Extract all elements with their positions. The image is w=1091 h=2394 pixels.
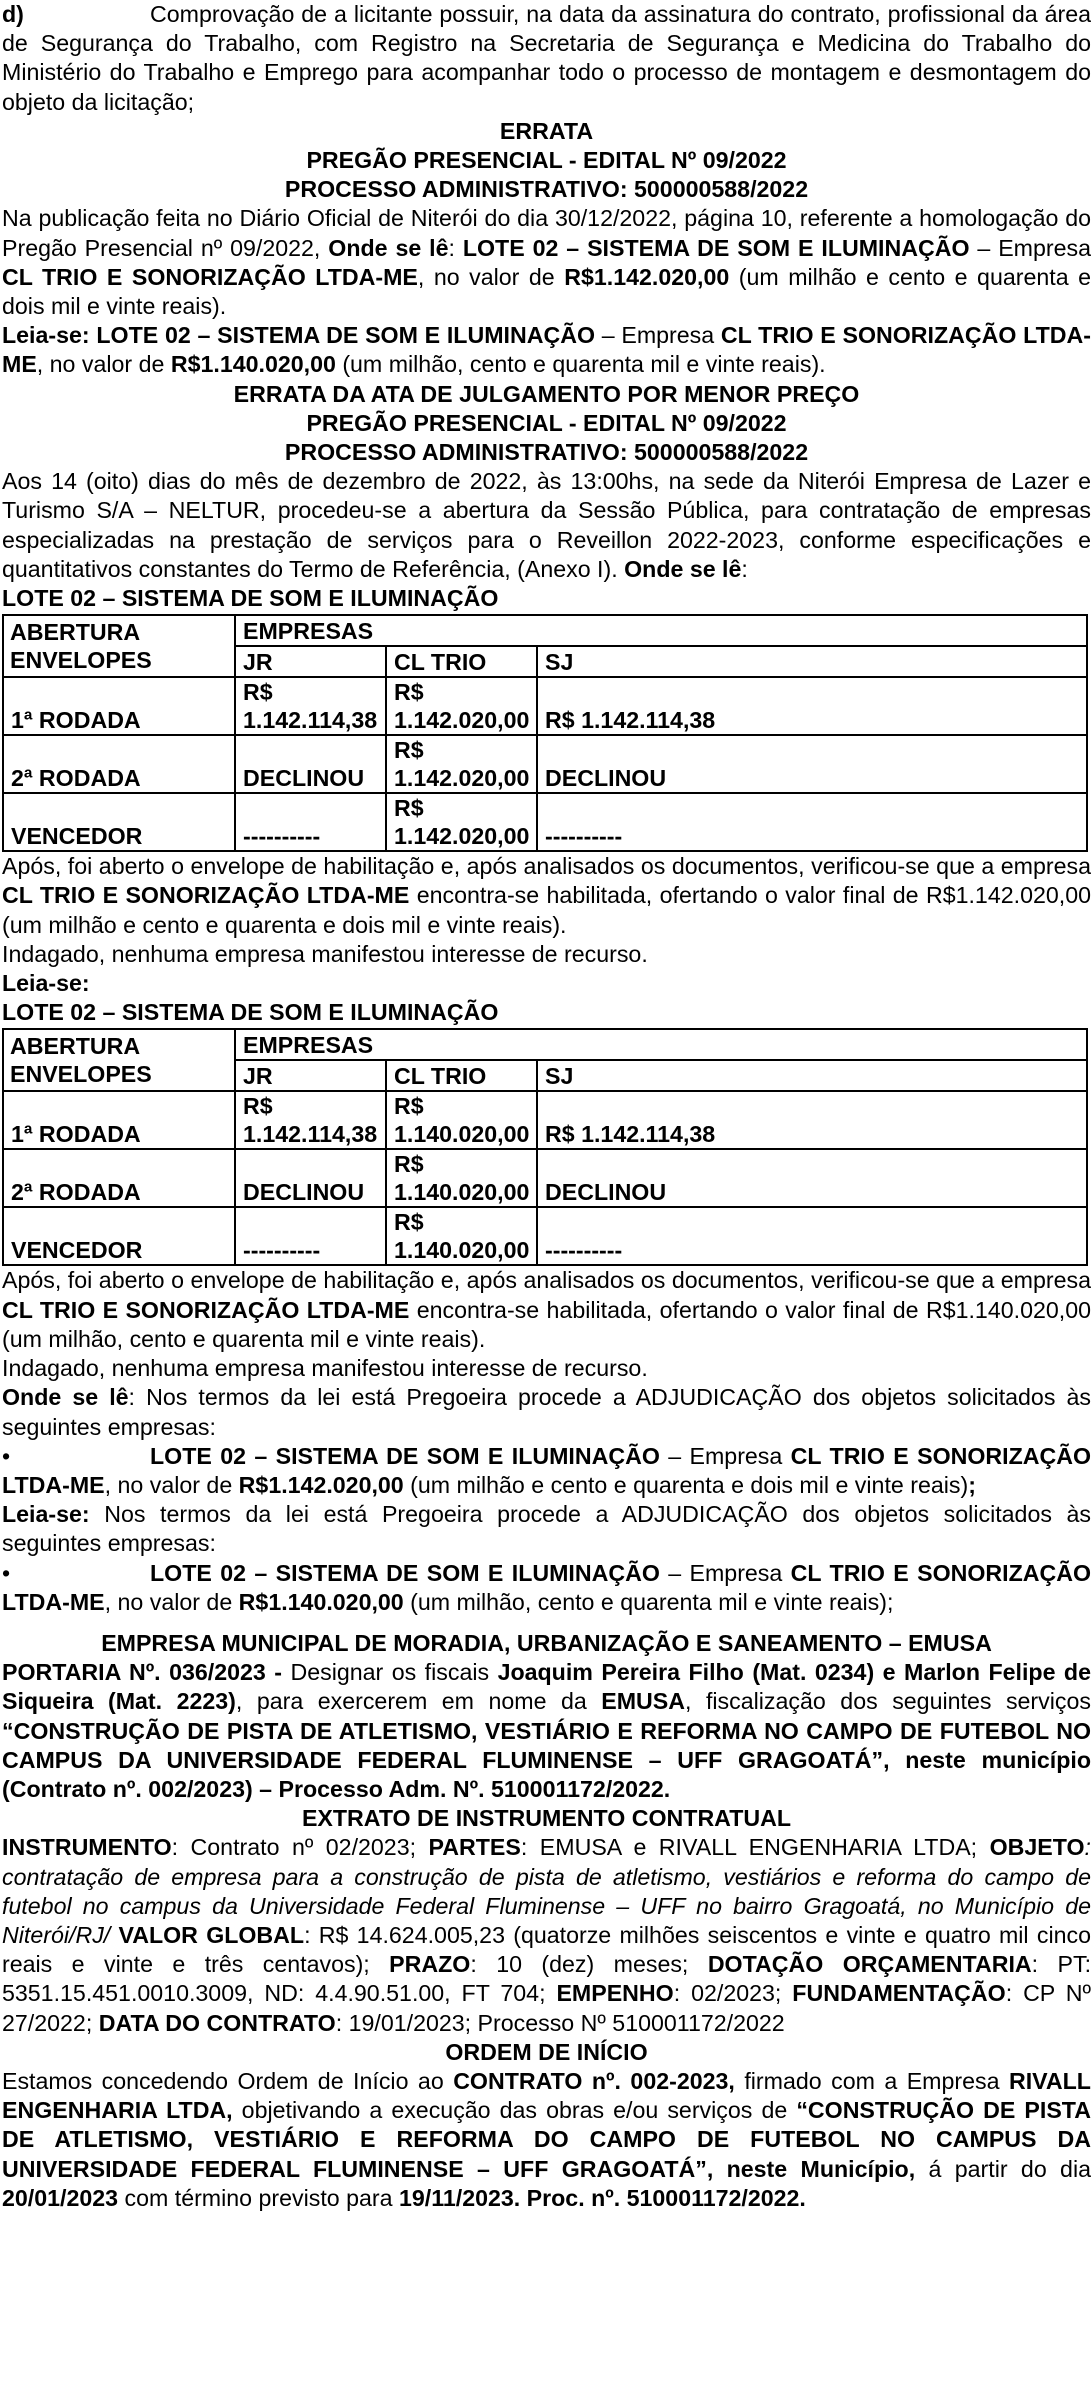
semicolon: ; [968, 1471, 976, 1498]
abertura-header: ABERTURA ENVELOPES [3, 615, 235, 677]
ata-paragraph [2, 467, 1091, 584]
table-cell: R$ 1.142.020,00 [386, 677, 537, 735]
valor-de-text: , no valor de [104, 1588, 239, 1615]
valor-de-text: , no valor de [104, 1471, 239, 1498]
emusa-heading: EMPRESA MUNICIPAL DE MORADIA, URBANIZAÇÃO E SANEAMENTO – EMUSA [101, 1629, 992, 1656]
processo-heading: PROCESSO ADMINISTRATIVO: 500000588/2022 [284, 439, 809, 466]
colon: : [741, 555, 748, 582]
value-new-words: (um milhão, cento e quarenta mil e vinte reais); [403, 1588, 894, 1615]
bullet-icon: • [2, 1559, 11, 1586]
col-header: SJ [537, 646, 1087, 677]
fiscais-names: Joaquim Pereira Filho (Mat. 0234) e Marlon Felipe de Siqueira (Mat. 2223) [2, 1659, 1091, 1715]
row-label: VENCEDOR [3, 1207, 235, 1265]
bullet-icon: • [2, 1442, 11, 1469]
leia-se-label: Leia-se: [2, 1501, 90, 1528]
company-name: CL TRIO E SONORIZAÇÃO LTDA-ME [2, 882, 410, 909]
col-header: SJ [537, 1060, 1087, 1091]
fundamentacao-value: : CP Nº 27/2022; [2, 1980, 1091, 2036]
data-contrato-label: DATA DO CONTRATO [98, 2009, 336, 2036]
table-cell: ---------- [235, 793, 386, 851]
row-label: 2ª RODADA [3, 735, 235, 793]
ordem-heading: ORDEM DE INÍCIO [445, 2038, 648, 2065]
para-text: , para exercerem em nome da [235, 1688, 602, 1715]
adjudicacao-paragraph [2, 1383, 1091, 1441]
value-old: R$1.142.020,00 [564, 263, 730, 290]
abertura-header: ABERTURA ENVELOPES [3, 1029, 235, 1091]
leia-se-heading [2, 969, 1091, 998]
table-row [3, 793, 1087, 851]
table-cell: ---------- [235, 1207, 386, 1265]
habilitacao-paragraph [2, 852, 1091, 940]
table-cell: R$ 1.142.020,00 [386, 735, 537, 793]
value-new: R$1.140.020,00 [170, 351, 336, 378]
company-name: CL TRIO E SONORIZAÇÃO LTDA-ME [2, 1559, 1091, 1615]
valor-de-text: , no valor de [36, 351, 171, 378]
empenho-value: : 02/2023; [673, 1980, 793, 2007]
extrato-heading: EXTRATO DE INSTRUMENTO CONTRATUAL [301, 1805, 792, 1832]
data-contrato-value: : 19/01/2023; Processo Nº 510001172/2022 [335, 2009, 785, 2036]
adjudicacao-text: : Nos termos da lei está Pregoeira procede a ADJUDICAÇÃO dos objetos solicitados às seguintes empresas: [2, 1384, 1091, 1440]
table-cell: DECLINOU [537, 735, 1087, 793]
table-row [3, 1149, 1087, 1207]
habilitacao-text: Após, foi aberto o envelope de habilitação e, após analisados os documentos, verificou-se que a empresa [2, 1267, 1091, 1294]
designar-text: Designar os fiscais [282, 1659, 498, 1686]
table-cell: DECLINOU [235, 1149, 386, 1207]
results-table-new [2, 1028, 1088, 1266]
indagado-text: Indagado, nenhuma empresa manifestou interesse de recurso. [2, 1355, 648, 1382]
empresas-header: EMPRESAS [235, 615, 1087, 646]
table-cell: R$ 1.142.114,38 [235, 677, 386, 735]
errata-ata-heading: ERRATA DA ATA DE JULGAMENTO POR MENOR PREÇO [233, 380, 860, 407]
processo-heading: PROCESSO ADMINISTRATIVO: 500000588/2022 [284, 176, 809, 203]
row-label: 1ª RODADA [3, 677, 235, 735]
lote-heading-text: LOTE 02 – SISTEMA DE SOM E ILUMINAÇÃO [2, 585, 499, 612]
valor-de-text: , no valor de [417, 263, 565, 290]
company-name: RIVALL ENGENHARIA LTDA, [2, 2067, 1091, 2124]
fiscalizacao-text: , fiscalização dos seguintes serviços [685, 1688, 1091, 1715]
table-row [3, 735, 1087, 793]
colon: : [448, 234, 463, 261]
table-cell: R$ 1.140.020,00 [386, 1091, 537, 1149]
dotacao-value: : PT: 5351.15.451.0010.3009, ND: 4.4.90.51.00, FT 704; [2, 1951, 1091, 2007]
onde-se-le-label: Onde se lê [328, 234, 449, 261]
value-old: R$1.142.020,00 [238, 1471, 404, 1498]
leia-se-label: Leia-se: [2, 970, 90, 997]
table-row [3, 1091, 1087, 1149]
company-name: CL TRIO E SONORIZAÇÃO LTDA-ME [2, 322, 1091, 378]
partes-label: PARTES [428, 1834, 521, 1861]
empenho-label: EMPENHO [556, 1980, 674, 2007]
ordem-paragraph [2, 2067, 1091, 2213]
start-date: 20/01/2023 [2, 2184, 119, 2211]
company-name: CL TRIO E SONORIZAÇÃO LTDA-ME [2, 1296, 410, 1323]
value-old-words: (um milhão e cento e quarenta e dois mil e vinte reais). [2, 263, 1091, 320]
empresas-header: EMPRESAS [235, 1029, 1087, 1060]
dotacao-label: DOTAÇÃO ORÇAMENTARIA [707, 1951, 1032, 1978]
contrato-number: CONTRATO nº. 002-2023, [453, 2067, 735, 2094]
item-d-text: Comprovação de a licitante possuir, na data da assinatura do contrato, profissional da área de Segurança do Trabalho, com Registro na Secretaria de Segurança e Medicina do Trabalho do Ministério do Trabalho e Emprego para acompanhar todo o processo de montagem e desmontagem do objeto da licitação; [2, 1, 1091, 115]
table-cell: R$ 1.142.114,38 [537, 677, 1087, 735]
table-cell: DECLINOU [537, 1149, 1087, 1207]
lote-label: LOTE 02 – SISTEMA DE SOM E ILUMINAÇÃO [150, 1559, 660, 1586]
ordem-text: objetivando a execução das obras e/ou serviços de [232, 2097, 797, 2124]
item-d-label: d) [2, 1, 24, 27]
lote-heading [2, 998, 1091, 1027]
company-name: CL TRIO E SONORIZAÇÃO LTDA-ME [2, 263, 418, 290]
row-label: 1ª RODADA [3, 1091, 235, 1149]
ordem-text: Estamos concedendo Ordem de Início ao [2, 2067, 454, 2094]
habilitacao-text: Após, foi aberto o envelope de habilitação e, após analisados os documentos, verificou-se que a empresa [2, 853, 1091, 880]
results-table-old [2, 614, 1088, 852]
habilitacao-value-text: encontra-se habilitada, ofertando o valor final de R$1.140.020,00 (um milhão, cento e quarenta mil e vinte reais). [2, 1296, 1091, 1352]
lote-heading [2, 584, 1091, 613]
ordem-text: com término previsto para [118, 2184, 399, 2211]
errata-paragraph [2, 204, 1091, 321]
table-row [3, 677, 1087, 735]
item-d-paragraph [2, 0, 1091, 117]
adjudicacao-text: Nos termos da lei está Pregoeira procede a ADJUDICAÇÃO dos objetos solicitados às seguintes empresas: [2, 1501, 1091, 1557]
portaria-label: PORTARIA Nº. 036/2023 - [2, 1659, 282, 1686]
extrato-paragraph [2, 1833, 1091, 2037]
pregao-heading: PREGÃO PRESENCIAL - EDITAL Nº 09/2022 [306, 409, 787, 436]
errata-heading: ERRATA [499, 117, 594, 144]
ordem-text: firmado com a Empresa [734, 2067, 1009, 2094]
empresa-word: – Empresa [969, 234, 1091, 261]
leia-se-label: Leia-se: [2, 322, 90, 349]
adjudicacao-item [2, 1559, 1091, 1617]
servico-description: “CONSTRUÇÃO DE PISTA DE ATLETISMO, VESTIÁRIO E REFORMA DO CAMPO DE FUTEBOL NO CAMPUS DA UNIVERSIDADE FEDERAL FLUMINENSE – UFF GRAGOATÁ”, neste Município, [2, 2097, 1091, 2182]
table-cell: R$ 1.140.020,00 [386, 1207, 537, 1265]
emusa-name: EMUSA [601, 1688, 686, 1715]
table-cell: ---------- [537, 1207, 1087, 1265]
objeto-value: : contratação de empresa para a construção de pista de atletismo, vestiários e reforma do campo de futebol no campus da Universidade Federal Fluminense – UFF no bairro Gragoatá, no Município de Niterói/RJ/ [2, 1834, 1091, 1948]
col-header: JR [235, 1060, 386, 1091]
empresa-word: – Empresa [594, 322, 721, 349]
instrumento-value: : Contrato nº 02/2023; [171, 1834, 429, 1861]
adjudicacao-item [2, 1442, 1091, 1500]
servico-description: “CONSTRUÇÃO DE PISTA DE ATLETISMO, VESTIÁRIO E REFORMA NO CAMPO DE FUTEBOL NO CAMPUS DA UNIVERSIDADE FEDERAL FLUMINENSE – UFF GRAGOATÁ”, neste município (Contrato nº. 002/2023) – Processo Adm. Nº. 510001172/2022. [2, 1717, 1091, 1802]
lote-heading-text: LOTE 02 – SISTEMA DE SOM E ILUMINAÇÃO [2, 999, 499, 1026]
instrumento-label: INSTRUMENTO [2, 1834, 172, 1861]
table-cell: R$ 1.142.114,38 [537, 1091, 1087, 1149]
section-gap [2, 1617, 1091, 1629]
empresa-word: – Empresa [659, 1559, 791, 1586]
portaria-paragraph [2, 1658, 1091, 1804]
errata-intro-text: Na publicação feita no Diário Oficial de Niterói do dia 30/12/2022, página 10, referente a homologação do Pregão Presencial nº 09/2022, [2, 205, 1091, 261]
table-cell: R$ 1.142.114,38 [235, 1091, 386, 1149]
company-name: CL TRIO E SONORIZAÇÃO LTDA-ME [2, 1442, 1091, 1498]
onde-se-le-label: Onde se lê [624, 555, 742, 582]
table-cell: DECLINOU [235, 735, 386, 793]
col-header: CL TRIO [386, 646, 537, 677]
value-new-words: (um milhão, cento e quarenta mil e vinte reais). [335, 351, 826, 378]
value-new: R$1.140.020,00 [238, 1588, 404, 1615]
end-date: 19/11/2023. Proc. nº. 510001172/2022. [399, 2184, 806, 2211]
onde-se-le-label: Onde se lê [2, 1384, 129, 1411]
col-header: CL TRIO [386, 1060, 537, 1091]
col-header: JR [235, 646, 386, 677]
table-cell: R$ 1.140.020,00 [386, 1149, 537, 1207]
empresa-word: – Empresa [659, 1442, 791, 1469]
valor-global-label: VALOR GLOBAL [110, 1921, 305, 1948]
ata-text: Aos 14 (oito) dias do mês de dezembro de 2022, às 13:00hs, na sede da Niterói Empresa de Lazer e Turismo S/A – NELTUR, procedeu-se a abertura da Sessão Pública, para contratação de empresas especializadas na prestação de serviços para o Reveillon 2022-2023, conforme especificações e quantitativos constantes do Termo de Referência, (Anexo I). [2, 468, 1091, 582]
partes-value: : EMUSA e RIVALL ENGENHARIA LTDA; [520, 1834, 990, 1861]
adjudicacao-paragraph [2, 1500, 1091, 1558]
lote-label: LOTE 02 – SISTEMA DE SOM E ILUMINAÇÃO [96, 322, 595, 349]
row-label: 2ª RODADA [3, 1149, 235, 1207]
valor-global-value: : R$ 14.624.005,23 (quatorze milhões seiscentos e vinte e quatro mil cinco reais e vinte e três centavos); [2, 1921, 1091, 1978]
ordem-text: á partir do dia [915, 2155, 1091, 2182]
prazo-value: : 10 (dez) meses; [470, 1951, 708, 1978]
indagado-text: Indagado, nenhuma empresa manifestou interesse de recurso. [2, 940, 648, 967]
value-old-words: (um milhão e cento e quarenta e dois mil e vinte reais) [403, 1471, 969, 1498]
lote-label: LOTE 02 – SISTEMA DE SOM E ILUMINAÇÃO [150, 1442, 660, 1469]
lote-label: LOTE 02 – SISTEMA DE SOM E ILUMINAÇÃO [462, 234, 970, 261]
objeto-label: OBJETO [989, 1834, 1085, 1861]
row-label: VENCEDOR [3, 793, 235, 851]
table-cell: ---------- [537, 793, 1087, 851]
habilitacao-paragraph [2, 1266, 1091, 1354]
leia-se-paragraph [2, 321, 1091, 379]
pregao-heading: PREGÃO PRESENCIAL - EDITAL Nº 09/2022 [306, 147, 787, 174]
prazo-label: PRAZO [389, 1951, 471, 1978]
fundamentacao-label: FUNDAMENTAÇÃO [792, 1980, 1006, 2007]
table-cell: R$ 1.142.020,00 [386, 793, 537, 851]
table-row [3, 1207, 1087, 1265]
habilitacao-value-text: encontra-se habilitada, ofertando o valor final de R$1.142.020,00 (um milhão e cento e quarenta e dois mil e vinte reais). [2, 882, 1091, 938]
